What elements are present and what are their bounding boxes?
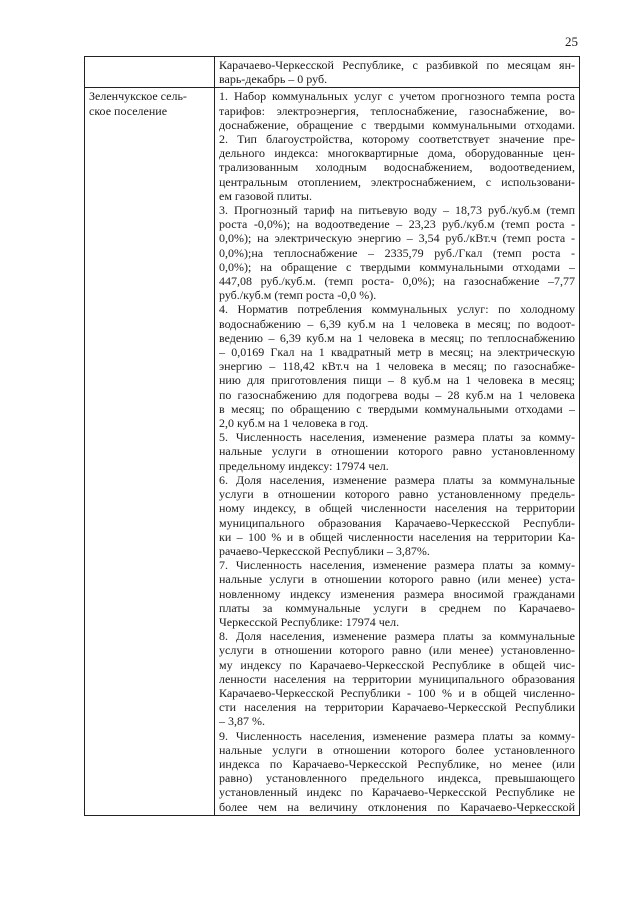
text-line: варь-декабрь – 0 руб. (219, 72, 328, 87)
text-line: тарифов: электроэнергия, теплоснабжение, газоснабжение, во- (219, 103, 575, 118)
text-line: установленный индекс по Карачаево-Черкесской Республике не (219, 785, 575, 800)
text-line: энергию – 118,42 кВт.ч на 1 человека в месяц; по газоснабже- (219, 359, 575, 374)
text-line: ем газовой плиты. (219, 188, 312, 203)
text-line: нальные услуги в отношении которого более установленного (219, 742, 575, 757)
text-line: 8. Доля населения, изменение размера платы за коммунальные (219, 629, 575, 644)
text-line: сти населения на территории Карачаево-Черкесской Республики (219, 700, 575, 715)
text-line: 6. Доля населения, изменение размера платы за коммунальные (219, 472, 575, 487)
text-line: ленности населения на территории муниципального образования (219, 671, 575, 686)
municipality-name-line: ское поселение (89, 103, 168, 118)
text-line: новленному индексу изменения размера вносимой гражданами (219, 586, 575, 601)
text-line: – 3,87 %. (219, 714, 265, 729)
text-line: 4. Норматив потребления коммунальных услуг: по холодному (219, 302, 575, 317)
text-line: 3. Прогнозный тариф на питьевую воду – 18,73 руб./куб.м (темп (219, 203, 575, 218)
text-line: трализованным холодным водоснабжением, водоотведением, (219, 160, 575, 175)
text-line: 9. Численность населения, изменение размера платы за комму- (219, 728, 575, 743)
municipality-cell (85, 88, 215, 815)
text-line: 2. Тип благоустройства, которому соответствует значение пре- (219, 132, 575, 147)
text-line: муниципального образования Карачаево-Черкесской Республи- (219, 515, 575, 530)
text-line: центральным отоплением, электроснабжением, с использовани- (219, 174, 575, 189)
text-line: Карачаево-Черкесской Республики - 100 % и в общей численно- (219, 685, 575, 700)
text-line: в месяц; по обращению с твердыми коммунальными отходами – (219, 401, 575, 416)
description-cell (215, 88, 580, 815)
text-line: нальные услуги в отношении которого равно (или менее) уста- (219, 572, 575, 587)
text-line: предельному индексу: 17974 чел. (219, 458, 389, 473)
text-line: ведению – 6,39 куб.м на 1 человека в месяц; по теплоснабжению (219, 330, 575, 345)
text-line: 5. Численность населения, изменение размера платы за комму- (219, 430, 575, 445)
table-row (85, 88, 580, 815)
text-line: доснабжение, обращение с твердыми коммунальными отходами. (219, 117, 575, 132)
text-line: 2,0 куб.м на 1 человека в год. (219, 416, 369, 431)
text-line: услуги в отношении которого равно (или менее) установленно- (219, 643, 575, 658)
text-line: более чем на величину отклонения по Карачаево-Черкесской (219, 799, 575, 814)
table-row (85, 57, 580, 88)
text-line: 0,0%); на электрическую энергию – 3,54 руб./кВт.ч (темп роста - (219, 231, 575, 246)
municipality-name-line: Зеленчукское сель- (89, 89, 187, 104)
text-line: Карачаево-Черкесской Республике, с разбивкой по месяцам ян- (219, 58, 575, 72)
text-line: Черкесской Республике: 17974 чел. (219, 614, 400, 629)
text-line: нию для приготовления пищи – 8 куб.м на 1 человека в месяц; (219, 373, 575, 388)
text-line: руб./куб.м (темп роста -0,0 %). (219, 288, 377, 303)
text-line: 447,08 руб./куб.м. (темп роста- 0,0%); на газоснабжение –7,77 (219, 274, 575, 289)
text-line: 1. Набор коммунальных услуг с учетом прогнозного темпа роста (219, 89, 575, 104)
text-line: – 0,0169 Гкал на 1 квадратный метр в месяц; на электрическую (219, 345, 575, 360)
text-line: нальные услуги в отношении которого равно установленному (219, 444, 575, 459)
text-line: му индексу по Карачаево-Черкесской Республике в общей чис- (219, 657, 575, 672)
description-cell (215, 57, 580, 88)
text-line: услуги в отношении которого равно установленному предель- (219, 487, 575, 502)
text-line: рачаево-Черкесской Республики – 3,87%. (219, 543, 430, 558)
text-line: равно) установленного предельного индекса, превышающего (219, 771, 575, 786)
text-line: ки – 100 % и в общей численности населения на территории Ка- (219, 529, 575, 544)
text-line: индекса по Карачаево-Черкесской Республике, но менее (или (219, 756, 575, 771)
text-line: 0,0%); на обращение с твердыми коммунальными отходами – (219, 259, 575, 274)
municipality-cell (85, 57, 215, 88)
text-line: водоснабжению – 6,39 куб.м на 1 человека в месяц; по водоот- (219, 316, 575, 331)
text-line: дельного индекса: многоквартирные дома, оборудованные цен- (219, 146, 575, 161)
text-line: по газоснабжению для подогрева воды – 28 куб.м на 1 человека (219, 387, 575, 402)
text-line: роста -0,0%); на водоотведение – 23,23 руб./куб.м (темп роста - (219, 217, 575, 232)
text-line: платы за коммунальные услуги в среднем по Карачаево- (219, 600, 575, 615)
text-line: 0,0%);на теплоснабжение – 2335,79 руб./Гкал (темп роста - (219, 245, 575, 260)
document-table (84, 56, 580, 816)
text-line: 7. Численность населения, изменение размера платы за комму- (219, 558, 575, 573)
text-line: ному индексу, в общей численности населения на территории (219, 501, 575, 516)
page-number: 25 (565, 34, 578, 49)
